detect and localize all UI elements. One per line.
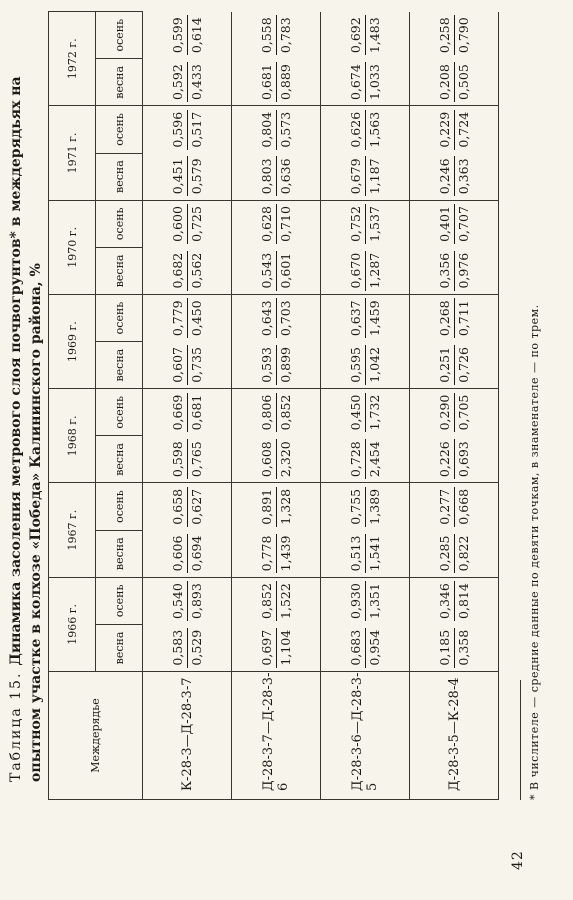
value-cell xyxy=(143,247,232,294)
denominator: 0,765 xyxy=(188,441,204,478)
numerator: 0,803 xyxy=(259,156,277,196)
denominator: 0,735 xyxy=(188,347,204,383)
denominator: 0,707 xyxy=(455,206,471,242)
numerator: 0,752 xyxy=(348,204,366,244)
numerator: 0,285 xyxy=(437,534,455,574)
value-cell xyxy=(143,483,232,530)
numerator: 0,258 xyxy=(437,15,455,55)
value-fraction xyxy=(348,534,383,574)
value-fraction xyxy=(437,15,472,55)
value-fraction xyxy=(170,110,205,150)
footnote: * В числителе — средние данные по девяти точкам, в знаменателе — по трем. xyxy=(528,304,541,800)
value-cell xyxy=(410,12,499,59)
value-cell xyxy=(410,106,499,153)
numerator: 0,401 xyxy=(437,204,455,244)
numerator: 0,598 xyxy=(170,439,188,479)
denominator: 0,614 xyxy=(188,17,204,54)
value-fraction xyxy=(259,628,294,668)
season-autumn: осень xyxy=(96,200,143,247)
value-fraction xyxy=(170,487,205,527)
year-header: 1972 г. xyxy=(49,12,96,106)
numerator: 0,592 xyxy=(170,62,188,102)
value-cell xyxy=(321,153,410,200)
numerator: 0,185 xyxy=(437,628,455,668)
value-cell xyxy=(321,59,410,106)
value-fraction xyxy=(259,156,294,196)
denominator: 0,450 xyxy=(188,300,204,337)
value-cell xyxy=(410,483,499,530)
numerator: 0,607 xyxy=(170,345,188,385)
year-header: 1968 г. xyxy=(49,389,96,483)
table-body xyxy=(143,12,499,800)
denominator: 0,852 xyxy=(277,394,293,431)
value-cell xyxy=(410,577,499,624)
value-fraction xyxy=(259,204,294,244)
value-fraction xyxy=(259,534,294,574)
value-fraction xyxy=(259,393,294,433)
numerator: 0,930 xyxy=(348,581,366,621)
value-cell xyxy=(321,530,410,577)
numerator: 0,728 xyxy=(348,439,366,479)
denominator: 1,483 xyxy=(366,17,382,54)
denominator: 0,703 xyxy=(277,300,293,337)
season-spring: весна xyxy=(96,247,143,294)
value-fraction xyxy=(437,534,472,574)
value-fraction xyxy=(437,298,472,338)
value-fraction xyxy=(170,251,205,291)
value-fraction xyxy=(259,439,294,479)
numerator: 0,697 xyxy=(259,628,277,668)
value-fraction xyxy=(170,15,205,55)
value-cell xyxy=(232,342,321,389)
value-cell xyxy=(143,59,232,106)
value-cell xyxy=(143,342,232,389)
denominator: 1,541 xyxy=(366,535,382,572)
numerator: 0,451 xyxy=(170,156,188,196)
value-fraction xyxy=(437,393,472,433)
value-fraction xyxy=(437,628,472,668)
value-cell xyxy=(410,436,499,483)
denominator: 0,694 xyxy=(188,535,204,572)
row-label: К-28-3—Д-28-3-7 xyxy=(143,672,232,800)
value-fraction xyxy=(170,345,205,385)
table-caption xyxy=(6,22,46,782)
numerator: 0,558 xyxy=(259,15,277,55)
row-header: Междерядье xyxy=(49,672,143,800)
value-fraction xyxy=(348,251,383,291)
value-cell xyxy=(232,12,321,59)
value-cell xyxy=(232,577,321,624)
denominator: 1,522 xyxy=(277,583,293,619)
numerator: 0,679 xyxy=(348,156,366,196)
table-row xyxy=(232,12,321,800)
denominator: 0,505 xyxy=(455,64,471,100)
numerator: 0,251 xyxy=(437,345,455,385)
year-header: 1967 г. xyxy=(49,483,96,577)
value-cell xyxy=(410,200,499,247)
denominator: 0,668 xyxy=(455,488,471,525)
value-cell xyxy=(321,200,410,247)
value-fraction xyxy=(259,581,294,621)
value-fraction xyxy=(170,439,205,479)
denominator: 2,320 xyxy=(277,441,293,478)
numerator: 0,356 xyxy=(437,251,455,291)
value-fraction xyxy=(437,62,472,102)
table-row xyxy=(321,12,410,800)
value-cell xyxy=(232,59,321,106)
value-cell xyxy=(410,389,499,436)
value-cell xyxy=(321,106,410,153)
denominator: 0,889 xyxy=(277,64,293,100)
table-row xyxy=(410,12,499,800)
numerator: 0,583 xyxy=(170,628,188,668)
table-row xyxy=(143,12,232,800)
value-cell xyxy=(232,106,321,153)
value-fraction xyxy=(348,581,383,621)
denominator: 0,726 xyxy=(455,347,471,383)
value-fraction xyxy=(437,439,472,479)
salinity-table xyxy=(48,11,499,800)
value-fraction xyxy=(170,393,205,433)
denominator: 0,822 xyxy=(455,535,471,572)
value-fraction xyxy=(348,345,383,385)
value-cell xyxy=(143,294,232,341)
row-label: Д-28-3-6—Д-28-3-5 xyxy=(321,672,410,800)
denominator: 0,705 xyxy=(455,394,471,431)
denominator: 1,537 xyxy=(366,206,382,242)
denominator: 1,033 xyxy=(366,64,382,100)
season-autumn: осень xyxy=(96,106,143,153)
numerator: 0,779 xyxy=(170,298,188,338)
value-fraction xyxy=(170,581,205,621)
value-fraction xyxy=(437,204,472,244)
denominator: 0,725 xyxy=(188,206,204,242)
value-cell xyxy=(143,577,232,624)
value-cell xyxy=(232,483,321,530)
value-fraction xyxy=(348,298,383,338)
numerator: 0,637 xyxy=(348,298,366,338)
numerator: 0,658 xyxy=(170,487,188,527)
value-fraction xyxy=(170,534,205,574)
value-cell xyxy=(321,389,410,436)
denominator: 0,710 xyxy=(277,206,293,242)
value-fraction xyxy=(348,393,383,433)
season-spring: весна xyxy=(96,59,143,106)
page-number: 42 xyxy=(510,850,526,870)
value-fraction xyxy=(348,439,383,479)
value-fraction xyxy=(348,110,383,150)
denominator: 1,439 xyxy=(277,535,293,572)
value-cell xyxy=(232,200,321,247)
season-spring: весна xyxy=(96,436,143,483)
value-fraction xyxy=(170,204,205,244)
value-fraction xyxy=(170,298,205,338)
year-header: 1966 г. xyxy=(49,577,96,671)
numerator: 0,513 xyxy=(348,534,366,574)
denominator: 1,104 xyxy=(277,629,293,666)
value-cell xyxy=(143,12,232,59)
value-fraction xyxy=(437,251,472,291)
numerator: 0,626 xyxy=(348,110,366,150)
season-autumn: осень xyxy=(96,577,143,624)
season-spring: весна xyxy=(96,342,143,389)
value-cell xyxy=(143,436,232,483)
value-cell xyxy=(143,530,232,577)
denominator: 0,627 xyxy=(188,488,204,525)
value-cell xyxy=(410,342,499,389)
numerator: 0,608 xyxy=(259,439,277,479)
value-fraction xyxy=(170,628,205,668)
value-fraction xyxy=(259,15,294,55)
denominator: 1,459 xyxy=(366,300,382,337)
numerator: 0,669 xyxy=(170,393,188,433)
numerator: 0,606 xyxy=(170,534,188,574)
denominator: 0,433 xyxy=(188,64,204,100)
denominator: 1,187 xyxy=(366,158,382,195)
denominator: 1,328 xyxy=(277,488,293,525)
numerator: 0,229 xyxy=(437,110,455,150)
denominator: 1,042 xyxy=(366,347,382,383)
denominator: 0,954 xyxy=(366,629,382,666)
value-cell xyxy=(321,436,410,483)
numerator: 0,543 xyxy=(259,251,277,291)
value-cell xyxy=(232,294,321,341)
numerator: 0,290 xyxy=(437,393,455,433)
denominator: 0,783 xyxy=(277,17,293,54)
value-cell xyxy=(232,153,321,200)
season-autumn: осень xyxy=(96,389,143,436)
value-cell xyxy=(321,247,410,294)
value-fraction xyxy=(259,62,294,102)
numerator: 0,346 xyxy=(437,581,455,621)
value-cell xyxy=(232,436,321,483)
value-cell xyxy=(232,624,321,671)
numerator: 0,806 xyxy=(259,393,277,433)
value-cell xyxy=(143,389,232,436)
value-cell xyxy=(410,59,499,106)
season-spring: весна xyxy=(96,530,143,577)
value-cell xyxy=(143,106,232,153)
year-header: 1970 г. xyxy=(49,200,96,294)
value-fraction xyxy=(348,204,383,244)
numerator: 0,683 xyxy=(348,628,366,668)
year-header: 1969 г. xyxy=(49,294,96,388)
numerator: 0,778 xyxy=(259,534,277,574)
numerator: 0,804 xyxy=(259,110,277,150)
numerator: 0,450 xyxy=(348,393,366,433)
numerator: 0,246 xyxy=(437,156,455,196)
value-cell xyxy=(321,483,410,530)
value-fraction xyxy=(259,110,294,150)
numerator: 0,852 xyxy=(259,581,277,621)
numerator: 0,600 xyxy=(170,204,188,244)
numerator: 0,208 xyxy=(437,62,455,102)
value-fraction xyxy=(348,628,383,668)
value-cell xyxy=(321,624,410,671)
value-cell xyxy=(232,389,321,436)
value-fraction xyxy=(348,15,383,55)
season-autumn: осень xyxy=(96,294,143,341)
denominator: 1,563 xyxy=(366,111,382,148)
value-cell xyxy=(410,624,499,671)
value-fraction xyxy=(259,487,294,527)
value-cell xyxy=(321,577,410,624)
numerator: 0,277 xyxy=(437,487,455,527)
numerator: 0,226 xyxy=(437,439,455,479)
value-fraction xyxy=(259,298,294,338)
denominator: 0,899 xyxy=(277,347,293,383)
denominator: 1,287 xyxy=(366,252,382,289)
value-cell xyxy=(410,153,499,200)
denominator: 0,976 xyxy=(455,252,471,289)
value-fraction xyxy=(348,156,383,196)
denominator: 0,517 xyxy=(188,111,204,148)
season-spring: весна xyxy=(96,153,143,200)
season-autumn: осень xyxy=(96,483,143,530)
denominator: 0,562 xyxy=(188,252,204,289)
numerator: 0,681 xyxy=(259,62,277,102)
value-cell xyxy=(232,530,321,577)
denominator: 0,790 xyxy=(455,17,471,54)
numerator: 0,268 xyxy=(437,298,455,338)
value-fraction xyxy=(437,487,472,527)
value-cell xyxy=(143,153,232,200)
denominator: 0,529 xyxy=(188,629,204,666)
value-cell xyxy=(321,342,410,389)
row-label: Д-28-3-7—Д-28-3-6 xyxy=(232,672,321,800)
denominator: 0,636 xyxy=(277,158,293,195)
value-cell xyxy=(143,624,232,671)
numerator: 0,674 xyxy=(348,62,366,102)
value-fraction xyxy=(437,581,472,621)
denominator: 0,363 xyxy=(455,158,471,195)
table-caption-title: Динамика засоления метрового слоя почвогрунтов* в междерядьях на опытном участке в колхозе «Победа» Калининского района, % xyxy=(8,76,44,782)
value-cell xyxy=(321,12,410,59)
denominator: 0,358 xyxy=(455,629,471,666)
value-cell xyxy=(410,530,499,577)
denominator: 0,573 xyxy=(277,111,293,148)
numerator: 0,628 xyxy=(259,204,277,244)
value-fraction xyxy=(170,156,205,196)
numerator: 0,692 xyxy=(348,15,366,55)
value-cell xyxy=(143,200,232,247)
season-spring: весна xyxy=(96,624,143,671)
value-cell xyxy=(410,247,499,294)
denominator: 0,893 xyxy=(188,583,204,619)
value-fraction xyxy=(348,487,383,527)
denominator: 0,579 xyxy=(188,158,204,195)
row-label: Д-28-3-5—К-28-4 xyxy=(410,672,499,800)
numerator: 0,682 xyxy=(170,251,188,291)
season-autumn: осень xyxy=(96,12,143,59)
value-cell xyxy=(232,247,321,294)
denominator: 2,454 xyxy=(366,441,382,478)
denominator: 1,351 xyxy=(366,583,382,619)
value-cell xyxy=(410,294,499,341)
footnote-rule xyxy=(520,680,521,800)
value-fraction xyxy=(259,345,294,385)
numerator: 0,595 xyxy=(348,345,366,385)
denominator: 0,693 xyxy=(455,441,471,478)
value-fraction xyxy=(437,345,472,385)
numerator: 0,891 xyxy=(259,487,277,527)
denominator: 1,389 xyxy=(366,488,382,525)
numerator: 0,599 xyxy=(170,15,188,55)
numerator: 0,643 xyxy=(259,298,277,338)
denominator: 0,814 xyxy=(455,583,471,619)
value-fraction xyxy=(259,251,294,291)
numerator: 0,593 xyxy=(259,345,277,385)
value-fraction xyxy=(348,62,383,102)
value-fraction xyxy=(170,62,205,102)
value-fraction xyxy=(437,110,472,150)
value-fraction xyxy=(437,156,472,196)
denominator: 0,601 xyxy=(277,252,293,289)
denominator: 1,732 xyxy=(366,394,382,431)
numerator: 0,755 xyxy=(348,487,366,527)
numerator: 0,670 xyxy=(348,251,366,291)
denominator: 0,711 xyxy=(455,300,471,337)
table-caption-label: Таблица 15. xyxy=(8,671,24,782)
denominator: 0,724 xyxy=(455,111,471,148)
numerator: 0,596 xyxy=(170,110,188,150)
numerator: 0,540 xyxy=(170,581,188,621)
denominator: 0,681 xyxy=(188,394,204,431)
year-header: 1971 г. xyxy=(49,106,96,200)
value-cell xyxy=(321,294,410,341)
